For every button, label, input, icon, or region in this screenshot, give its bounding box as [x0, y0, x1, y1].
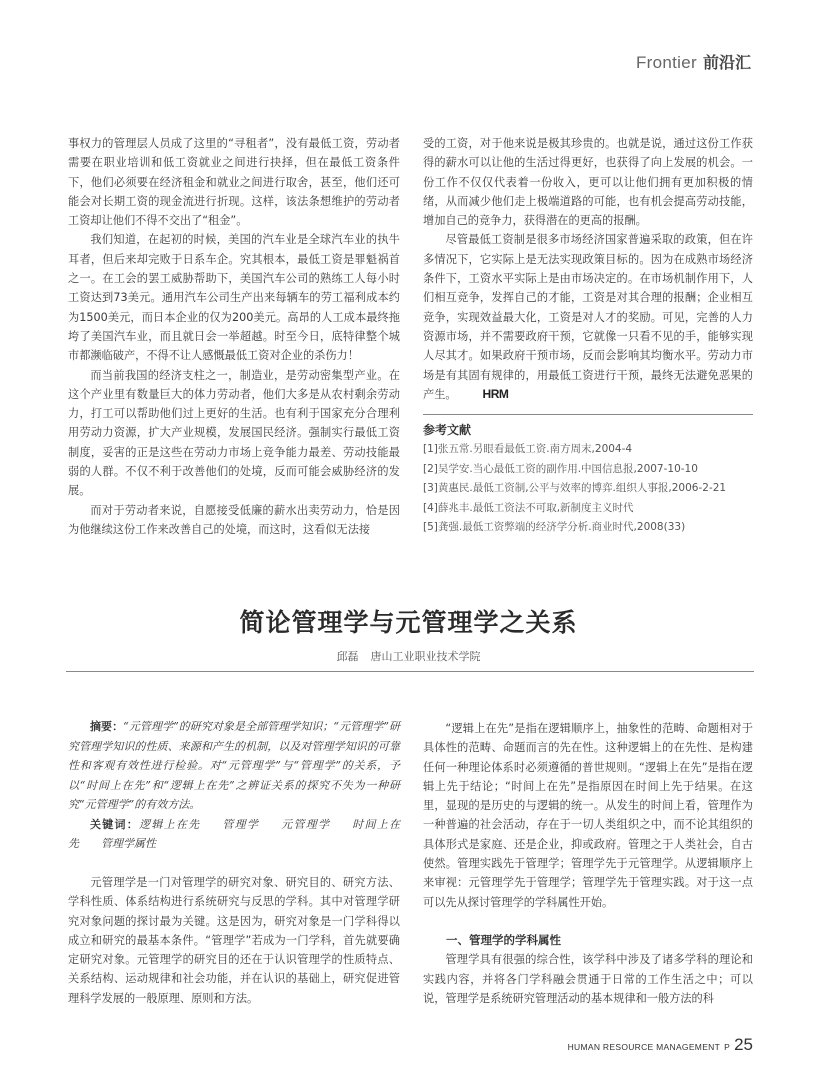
author-name: 邱磊: [336, 650, 359, 663]
paragraph-text: 尽管最低工资制是很多市场经济国家普遍采取的政策，但在许多情况下，它实际上是无法实现政策目标的。因为在成熟市场经济条件下，工资水平实际上是由市场决定的。在市场机制作用下，人们相互竞争，发挥自己的才能，工资是对其合理的报酬；企业相互竞争，实现效益最大化，工资是对人才的奖励。可见，完善的人力资源市场，并不需要政府干预，它就像一只看不见的手，能够实现人尽其才。如果政府干预市场，反而会影响其均衡水平。劳动力市场是有其固有规律的，用最低工资进行干预，最终无法避免恶果的产生。: [423, 233, 753, 401]
byline-divider: [66, 671, 754, 672]
previous-article-left-column: [68, 134, 400, 539]
abstract-label: 摘要：: [90, 720, 124, 733]
page-number: 25: [734, 1035, 753, 1054]
paragraph: 事权力的管理层人员成了这里的“寻租者”，没有最低工资，劳动者需要在职业培训和低工资就业之间进行抉择，但在最低工资条件下，他们必须要在经济租金和就业之间进行取舍，甚至，他们还可能会对长期工资的现金流进行折现。这样，该法条想维护的劳动者工资却让他们不得不交出了“租金”。: [68, 137, 400, 228]
paragraph: 受的工资，对于他来说是极其珍贵的。也就是说，通过这份工作获得的薪水可以让他的生活过得更好，也获得了向上发展的机会。一份工作不仅仅代表着一份收入，更可以让他们拥有更加积极的情绪，从而减少他们走上极端道路的可能，也有机会提高劳动技能，增加自己的竞争力，获得潜在的更高的报酬。: [423, 137, 753, 228]
article-left-column: [68, 873, 400, 1008]
paragraph: 我们知道，在起初的时候，美国的汽车业是全球汽车业的执牛耳者，但后来却完败于日系车企。究其根本，最低工资是罪魁祸首之一。在工会的罢工威胁帮助下，美国汽车公司的熟练工人每小时工资达到73美元。通用汽车公司生产出来每辆车的劳工福利成本约为1500美元，而日本企业的仅为200美元。高昂的人工成本最终拖垮了美国汽车业，而且就日会一举超越。时至今日，底特律整个城市都濒临破产，不得不让人感慨最低工资对企业的杀伤力！: [68, 233, 400, 363]
reference-item: [3]黄惠民.最低工资制,公平与效率的博弈.组织人事报,2006-2-21: [423, 482, 727, 495]
paragraph: 管理学具有很强的综合性，该学科中涉及了诸多学科的理论和实践内容，并将各门学科融会贯通于日常的工作生活之中；可以说，管理学是系统研究管理活动的基本规律和一般方法的科: [423, 953, 753, 1005]
keyword: 时间上在先: [68, 817, 401, 850]
article-byline: [0, 648, 817, 664]
previous-article-right-column: [423, 134, 753, 538]
reference-item: [1]张五常.另眼看最低工资.南方周末,2004-4: [423, 443, 633, 456]
paragraph: “逻辑上在先”是指在逻辑顺序上，抽象性的范畴、命题相对于具体性的范畴、命题而言的先在性。这种逻辑上的在先性、是构建任何一种理论体系时必须遵循的普世规则。“逻辑上在先”是指在逻辑上先于结论；“时间上在先”是指原因在时间上先于结果。在这里，显现的是历史的与逻辑的统一。从发生的时间上看，管理作为一种普遍的社会活动，存在于一切人类组织之中，而不论其组织的具体形式是家庭、还是企业，抑或政府。管理之于人类社会，自古使然。管理实践先于管理学；管理学先于元管理学。从逻辑顺序上来审视：元管理学先于管理学；管理学先于管理实践。对于这一点可以先从探讨管理学的学科属性开始。: [423, 722, 753, 909]
article-right-column: [423, 719, 753, 1008]
hrm-end-mark: HRM: [482, 386, 509, 401]
reference-item: [2]吴学安.当心最低工资的副作用.中国信息报,2007-10-10: [423, 462, 698, 475]
references-title: 参考文献: [423, 423, 472, 438]
keyword: 元管理学: [281, 817, 331, 831]
reference-item: [5]龚强.最低工资弊端的经济学分析.商业时代,2008(33): [423, 521, 686, 534]
paragraph: 元管理学是一门对管理学的研究对象、研究目的、研究方法、学科性质、体系结构进行系统研究与反思的学科。其中对管理学研究对象问题的探讨最为关键。这是因为，研究对象是一门学科得以成立和研究的最基本条件。“管理学”若成为一门学科，首先就要确定研究对象。元管理学的研究目的还在于认识管理学的性质特点、关系结构、运动规律和社会功能，并在认识的基础上，研究促进管理科学发展的一般原理、原则和方法。: [68, 876, 400, 1005]
keyword: 管理学属性: [101, 837, 156, 850]
author-affiliation: 唐山工业职业技术学院: [370, 650, 481, 663]
page-footer: [568, 1035, 753, 1055]
section-heading: 一、管理学的学科属性: [446, 932, 561, 947]
keywords-label: 关键词：: [90, 817, 140, 831]
section-name-cn: 前沿汇: [702, 53, 751, 72]
keywords: [68, 815, 400, 854]
keyword: 逻辑上在先: [139, 817, 201, 831]
paragraph: 而当前我国的经济支柱之一，制造业，是劳动密集型产业。在这个产业里有数量巨大的体力劳动者，他们大多是从农村剩余劳动力，打工可以帮助他们过上更好的生活。也有利于国家充分合理利用劳动力资源，扩大产业规模，发展国民经济。强制实行最低工资制度，妥害的正是这些在劳动力市场上竞争能力最差、劳动技能最弱的人群。不仅不利于改善他们的处境，反而可能会威胁经济的发展。: [68, 368, 400, 498]
paragraph: 而对于劳动者来说，自愿接受低廉的薪水出卖劳动力，恰是因为他继续这份工作来改善自己的处境，而这时，这看似无法接: [68, 503, 400, 536]
abstract-block: [68, 717, 400, 854]
page-prefix: P: [724, 1042, 731, 1052]
abstract-text: “元管理学”的研究对象是全部管理学知识；“元管理学”研究管理学知识的性质、来源和产生的机制，以及对管理学知识的可靠性和客观有效性进行检验。对“元管理学”与“管理学”的关系，予以“时间上在先”和“逻辑上在先”之辨证关系的探究不失为一种研究“元管理学”的有效方法。: [68, 720, 401, 811]
reference-item: [4]薛兆丰.最低工资法不可取,新制度主义时代: [423, 501, 634, 514]
paragraph: [423, 230, 753, 404]
section-header: [636, 50, 751, 73]
magazine-name: HUMAN RESOURCE MANAGEMENT: [567, 1042, 721, 1052]
section-name-en: Frontier: [636, 53, 697, 72]
references-list: [423, 440, 753, 538]
keyword: 管理学: [222, 817, 260, 831]
abstract: [68, 717, 400, 815]
article-title: 简论管理学与元管理学之关系: [239, 608, 578, 637]
references-divider: [423, 414, 753, 415]
